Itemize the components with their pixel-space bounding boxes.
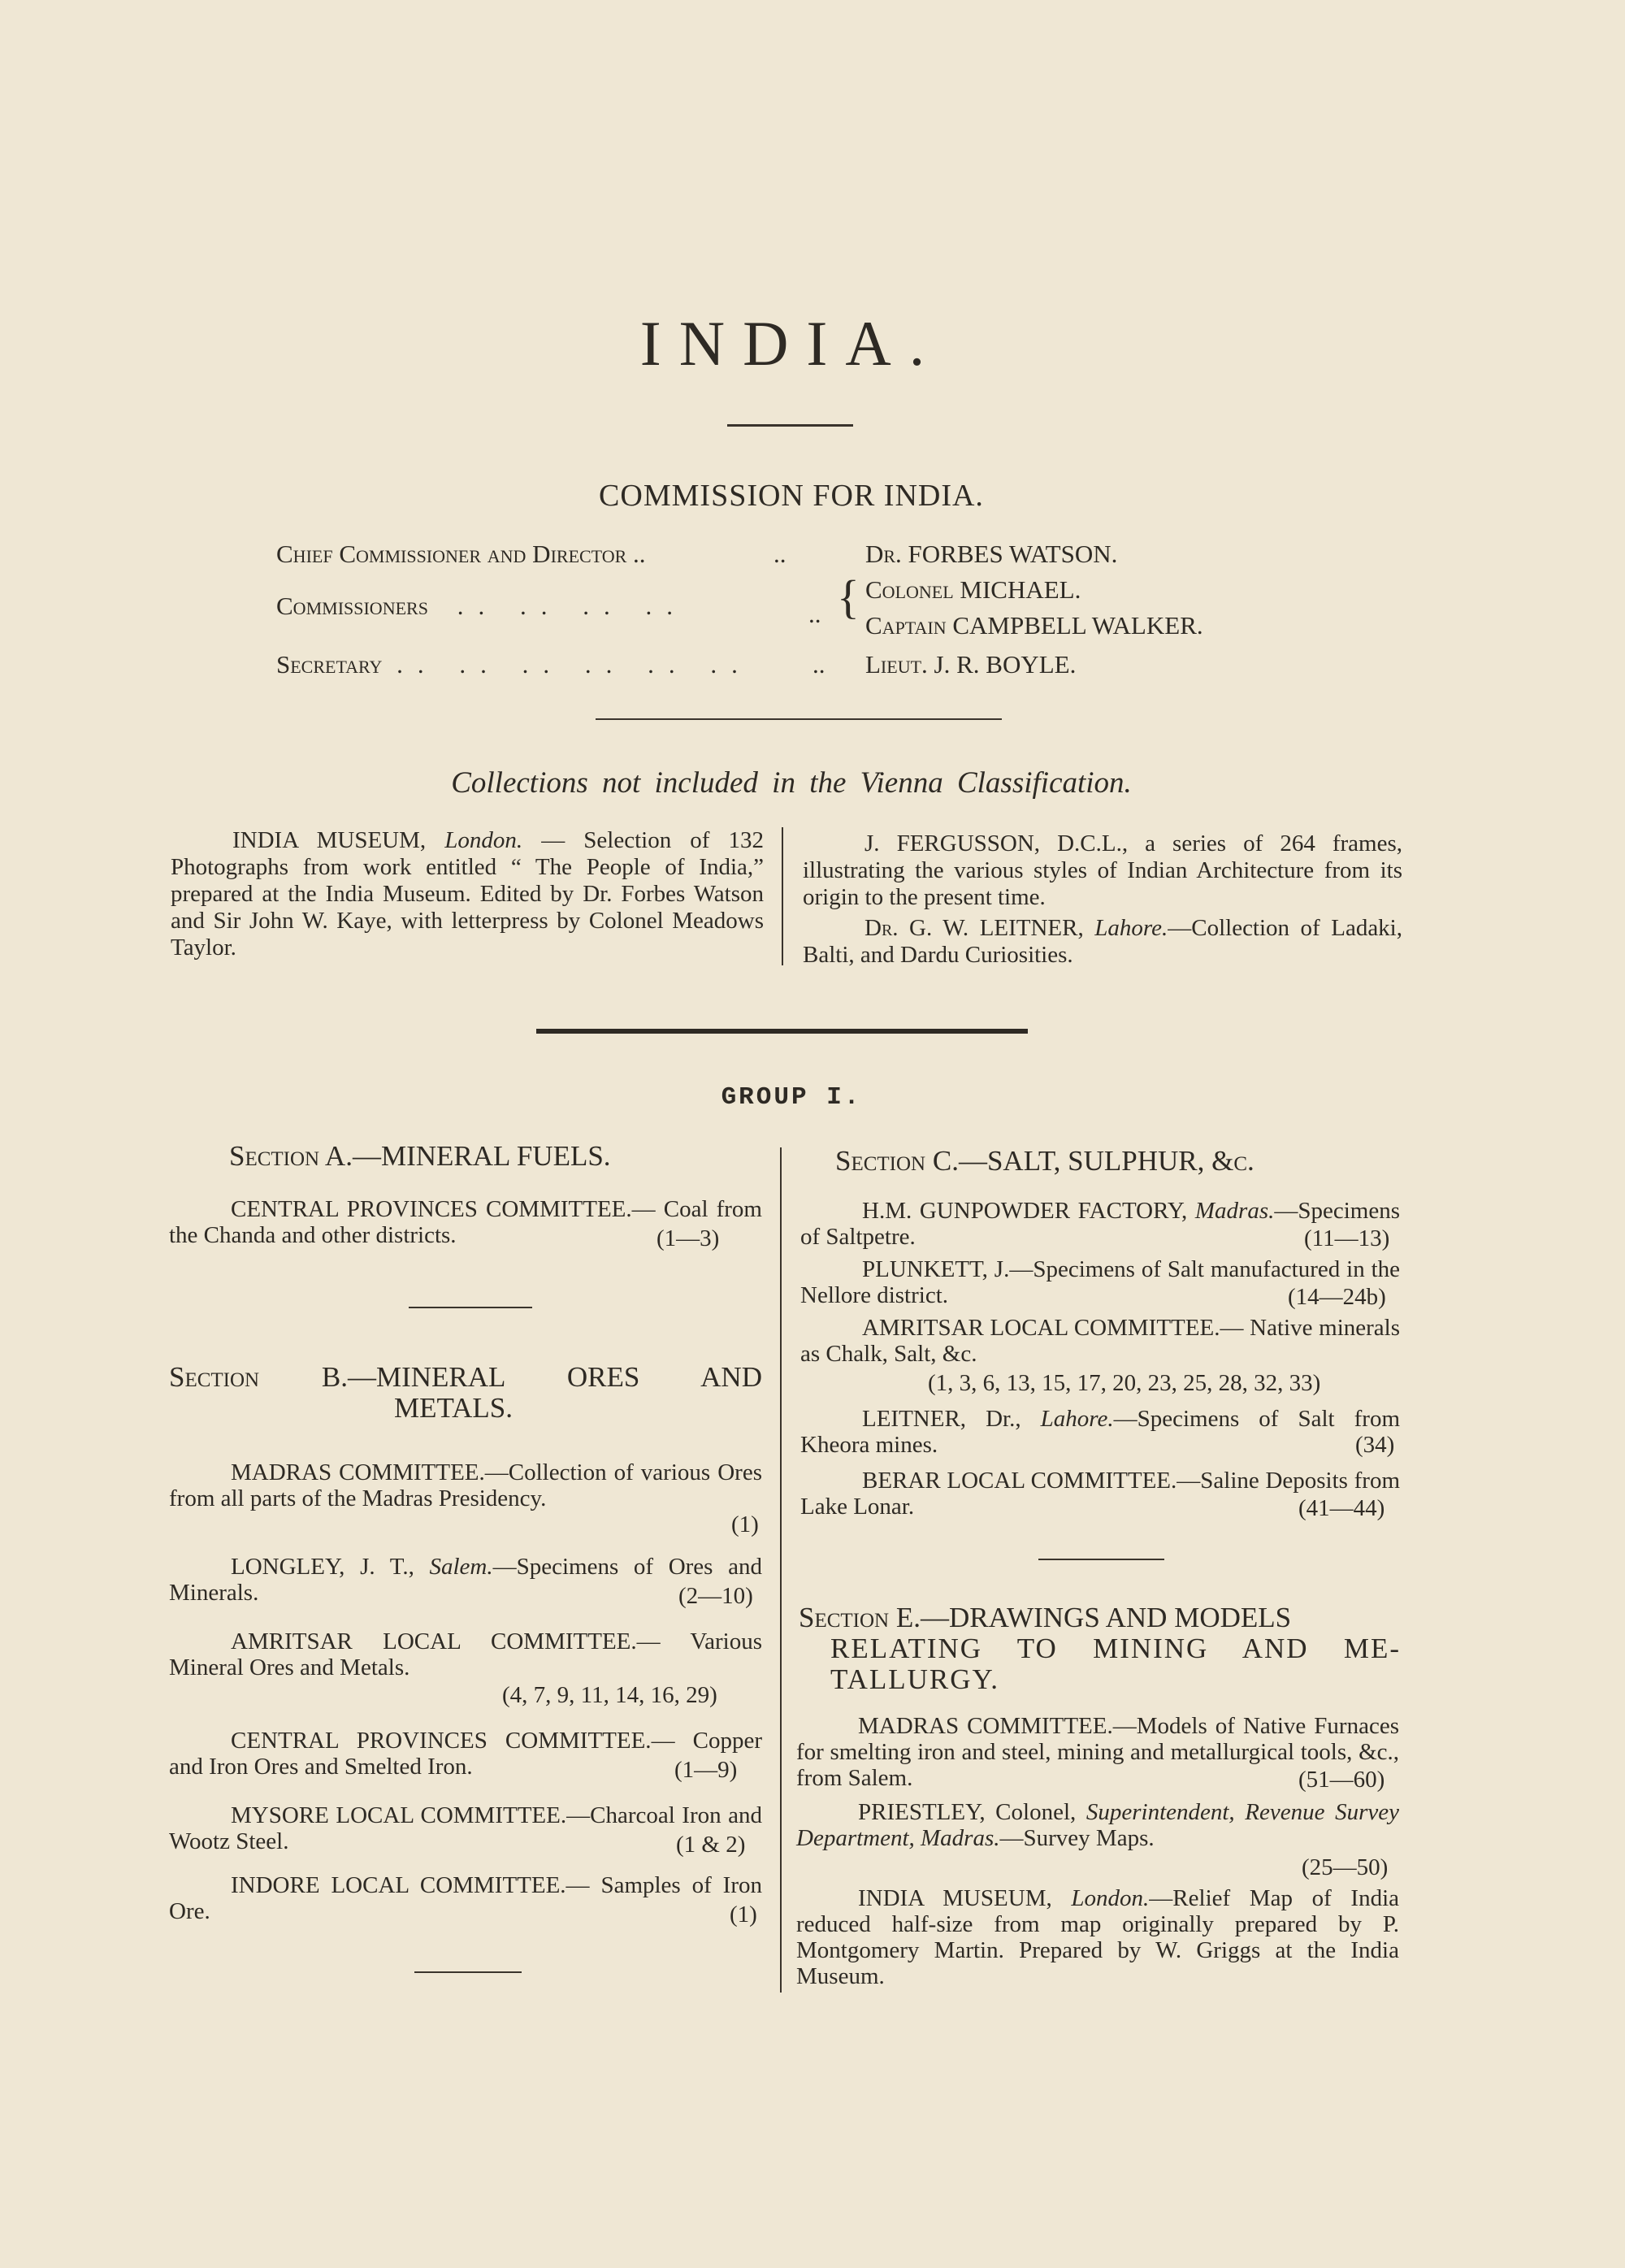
entry-number: (4, 7, 9, 11, 14, 16, 29): [502, 1682, 717, 1708]
entry-number: (41—44): [1298, 1495, 1385, 1521]
section-rule: [409, 1307, 532, 1308]
entry-number: (25—50): [1302, 1854, 1389, 1880]
officer-dots-commissioners: ..: [808, 600, 821, 628]
group-title: GROUP I.: [721, 1083, 862, 1112]
column-divider: [782, 827, 783, 965]
entry-india-museum-relief-map: INDIA MUSEUM, London.—Relief Map of India reduced half-size from map originally prepared by P. Montgomery Martin. Prepared by W. Griggs at the India Museum.: [796, 1885, 1400, 1989]
commission-heading: COMMISSION FOR INDIA.: [599, 479, 984, 513]
entry-number: (34): [1355, 1432, 1395, 1458]
entry-number: (1, 3, 6, 13, 15, 17, 20, 23, 25, 28, 32, 33): [928, 1370, 1321, 1396]
officer-role-commissioners: Commissioners .. .. .. ..: [276, 592, 687, 620]
section-rule: [1038, 1559, 1164, 1560]
section-e-heading-line1: Section E.—DRAWINGS AND MODELS: [799, 1602, 1292, 1633]
officer-dots-chief: ..: [774, 540, 786, 568]
entry-mysore: MYSORE LOCAL COMMITTEE.—Charcoal Iron and Wootz Steel.: [169, 1802, 763, 1854]
entry-madras-models: MADRAS COMMITTEE.—Models of Native Furnaces for smelting iron and steel, mining and metallurgical tools, &c., from Salem.: [796, 1713, 1399, 1791]
entry-amritsar-ores: AMRITSAR LOCAL COMMITTEE.— Various Mineral Ores and Metals.: [169, 1628, 763, 1680]
entry-number: (1—9): [674, 1757, 738, 1783]
officer-role-chief: Chief Commissioner and Director ..: [276, 540, 646, 568]
entry-central-provinces-copper: CENTRAL PROVINCES COMMITTEE.— Copper and Iron Ores and Smelted Iron.: [169, 1728, 763, 1780]
collection-india-museum: INDIA MUSEUM, London. — Selection of 132 Photographs from work entitled “ The People of India,” prepared at the India Museum. Edited by Dr. Forbes Watson and Sir John W. Kaye, with letterpress by Colonel Meadows Taylor.: [171, 827, 765, 961]
collection-fergusson: J. FERGUSSON, D.C.L., a series of 264 frames, illustrating the various styles of Indian Architecture from its origin to the present time.: [803, 830, 1403, 910]
entry-indore: INDORE LOCAL COMMITTEE.— Samples of Iron Ore.: [169, 1872, 762, 1924]
entry-number: (11—13): [1304, 1225, 1390, 1251]
commission-rule: [596, 718, 1002, 720]
entry-plunkett: PLUNKETT, J.—Specimens of Salt manufactured in the Nellore district.: [800, 1256, 1400, 1308]
section-c-heading: Section C.—SALT, SULPHUR, &c.: [835, 1145, 1254, 1177]
column-divider: [780, 1147, 782, 1993]
entry-number: (1): [731, 1511, 759, 1537]
officer-name-chief: Dr. FORBES WATSON.: [865, 540, 1118, 568]
officer-dots-secretary: ..: [812, 650, 826, 679]
entry-number: (1): [730, 1902, 757, 1928]
entry-amritsar-salt: AMRITSAR LOCAL COMMITTEE.— Native minerals as Chalk, Salt, &c.: [800, 1315, 1400, 1367]
entry-number: (14—24b): [1288, 1284, 1386, 1310]
officer-role-secretary: Secretary .. .. .. .. .. ..: [276, 650, 752, 679]
entry-number: (2—10): [678, 1583, 753, 1609]
section-b-heading-line2: METALS.: [394, 1392, 513, 1424]
entry-number: (51—60): [1298, 1767, 1385, 1793]
collections-heading: Collections not included in the Vienna Classification.: [451, 766, 1132, 800]
section-rule: [414, 1971, 522, 1973]
section-a-heading: Section A.—MINERAL FUELS.: [229, 1140, 611, 1172]
entry-central-provinces-coal: CENTRAL PROVINCES COMMITTEE.— Coal from the Chanda and other districts.: [169, 1196, 762, 1248]
officer-name-commissioner-1: Colonel MICHAEL.: [865, 575, 1081, 604]
officer-name-commissioner-2: Captain CAMPBELL WALKER.: [865, 611, 1203, 640]
entry-leitner-salt: LEITNER, Dr., Lahore.—Specimens of Salt from Kheora mines.: [800, 1406, 1400, 1458]
entry-number: (1—3): [656, 1225, 720, 1251]
entry-berar: BERAR LOCAL COMMITTEE.—Saline Deposits from Lake Lonar.: [800, 1468, 1400, 1520]
group-rule: [536, 1029, 1028, 1034]
section-e-heading-line3: TALLURGY.: [830, 1663, 1000, 1695]
entry-priestley: PRIESTLEY, Colonel, Superintendent, Revenue Survey Department, Madras.—Survey Maps.: [796, 1799, 1399, 1851]
entry-madras-ores: MADRAS COMMITTEE.—Collection of various Ores from all parts of the Madras Presidency.: [169, 1459, 762, 1511]
entry-longley: LONGLEY, J. T., Salem.—Specimens of Ores and Minerals.: [169, 1554, 762, 1606]
entry-number: (1 & 2): [676, 1832, 746, 1858]
entry-gunpowder-factory: H.M. GUNPOWDER FACTORY, Madras.—Specimens of Saltpetre.: [800, 1198, 1401, 1250]
section-e-heading-line2: RELATING TO MINING AND ME-: [830, 1633, 1401, 1664]
collection-leitner: Dr. G. W. LEITNER, Lahore.—Collection of Ladaki, Balti, and Dardu Curiosities.: [803, 915, 1402, 968]
title-rule: [727, 424, 853, 427]
brace-icon: {: [837, 570, 860, 623]
officer-name-secretary: Lieut. J. R. BOYLE.: [865, 650, 1077, 679]
page-title: INDIA.: [639, 308, 943, 379]
section-b-heading-line1: Section B.—MINERAL ORES AND: [169, 1361, 762, 1393]
